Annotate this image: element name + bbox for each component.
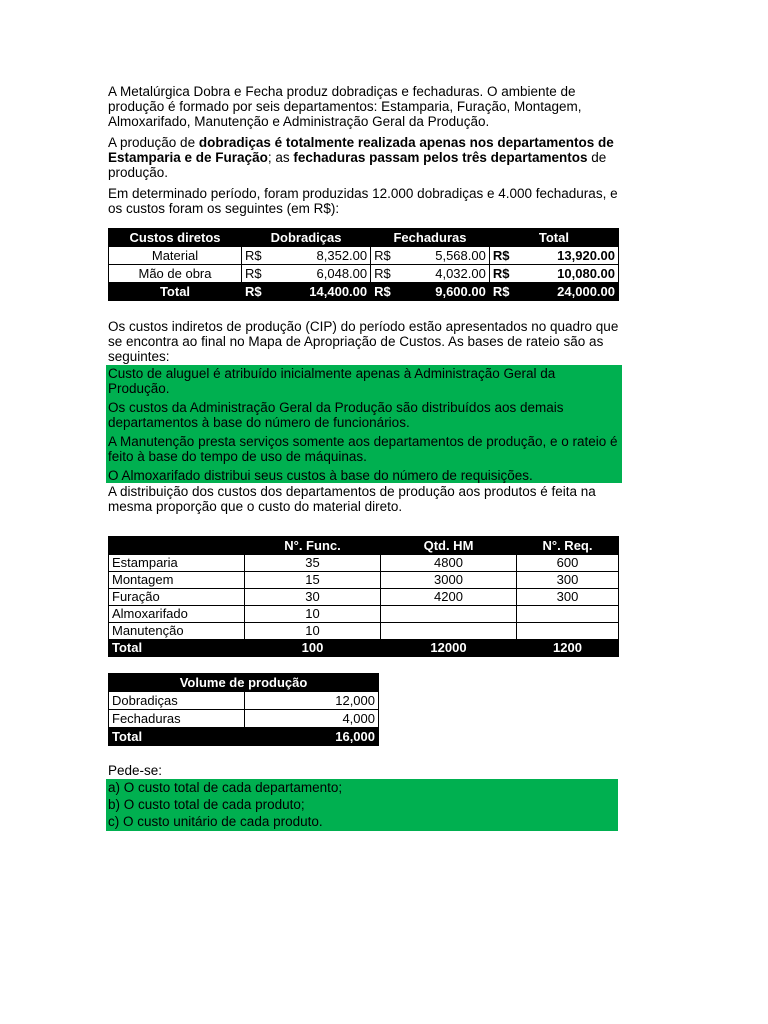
header-hm: Qtd. HM: [381, 537, 517, 555]
allocation-rules-box: [106, 365, 622, 483]
period-paragraph: Em determinado período, foram produzidas 12.000 dobradiças e 4.000 fechaduras, e os custos foram os seguintes (em R$):: [108, 186, 618, 216]
direct-costs-table: [108, 228, 619, 301]
table-header-row: [109, 229, 619, 247]
table-total-row: Total R$ 14,400.00 R$ 9,600.00 R$ 24,000.00: [109, 283, 619, 301]
distribution-paragraph: A distribuição dos custos dos departamentos de produção aos produtos é feita na mesma proporção que o custo do material direto.: [108, 484, 596, 514]
header-custos-diretos: Custos diretos: [109, 229, 242, 247]
production-paragraph: A produção de dobradiças é totalmente realizada apenas nos departamentos de Estamparia e de Furação; as fechaduras passam pelos três departamentos de produção.: [108, 135, 614, 180]
rule-item: A Manutenção presta serviços somente aos departamentos de produção, e o rateio é feito à base do tempo de uso de máquinas.: [108, 434, 618, 464]
rule-item: Os custos da Administração Geral da Produção são distribuídos aos demais departamentos à base do número de funcionários.: [108, 400, 564, 430]
table-row: Furação 30 4200 300: [109, 589, 619, 606]
table-header-row: [109, 674, 379, 692]
header-total: Total: [489, 229, 618, 247]
production-volume-table: [108, 673, 379, 746]
table-row: Fechaduras 4,000: [109, 710, 379, 728]
table-row: Mão de obra R$ 6,048.00 R$ 4,032.00 R$ 10,080.00: [109, 265, 619, 283]
table-total-row: Total 100 12000 1200: [109, 640, 619, 657]
question-item: b) O custo total de cada produto;: [108, 797, 305, 812]
header-volume: Volume de produção: [109, 674, 379, 692]
table-row: Dobradiças 12,000: [109, 692, 379, 710]
row-label: Material: [109, 247, 242, 265]
questions-box: [106, 779, 618, 831]
header-dobradicas: Dobradiças: [242, 229, 371, 247]
table-row: Material R$ 8,352.00 R$ 5,568.00 R$ 13,920.00: [109, 247, 619, 265]
questions-label: Pede-se:: [108, 763, 163, 778]
table-row: Almoxarifado 10: [109, 606, 619, 623]
header-req: N°. Req.: [517, 537, 619, 555]
question-item: a) O custo total de cada departamento;: [108, 780, 343, 795]
document-page: [108, 84, 620, 831]
rule-item: Custo de aluguel é atribuído inicialmente apenas à Administração Geral da Produção.: [108, 366, 556, 396]
table-total-row: Total 16,000: [109, 728, 379, 746]
cip-paragraph: Os custos indiretos de produção (CIP) do período estão apresentados no quadro que se encontra ao final no Mapa de Apropriação de Custos. As bases de rateio são as seguintes:: [108, 319, 619, 364]
header-func: N°. Func.: [245, 537, 381, 555]
row-label: Mão de obra: [109, 265, 242, 283]
table-row: Manutenção 10: [109, 623, 619, 640]
departments-table: [108, 536, 619, 657]
table-row: Montagem 15 3000 300: [109, 572, 619, 589]
table-row: Estamparia 35 4800 600: [109, 555, 619, 572]
question-item: c) O custo unitário de cada produto.: [108, 814, 323, 829]
rule-item: O Almoxarifado distribui seus custos à base do número de requisições.: [108, 468, 533, 483]
intro-paragraph: A Metalúrgica Dobra e Fecha produz dobradiças e fechaduras. O ambiente de produção é formado por seis departamentos: Estamparia, Furação, Montagem, Almoxarifado, Manutenção e Administração Geral da Produção.: [108, 84, 582, 129]
table-header-row: [109, 537, 619, 555]
header-fechaduras: Fechaduras: [371, 229, 490, 247]
